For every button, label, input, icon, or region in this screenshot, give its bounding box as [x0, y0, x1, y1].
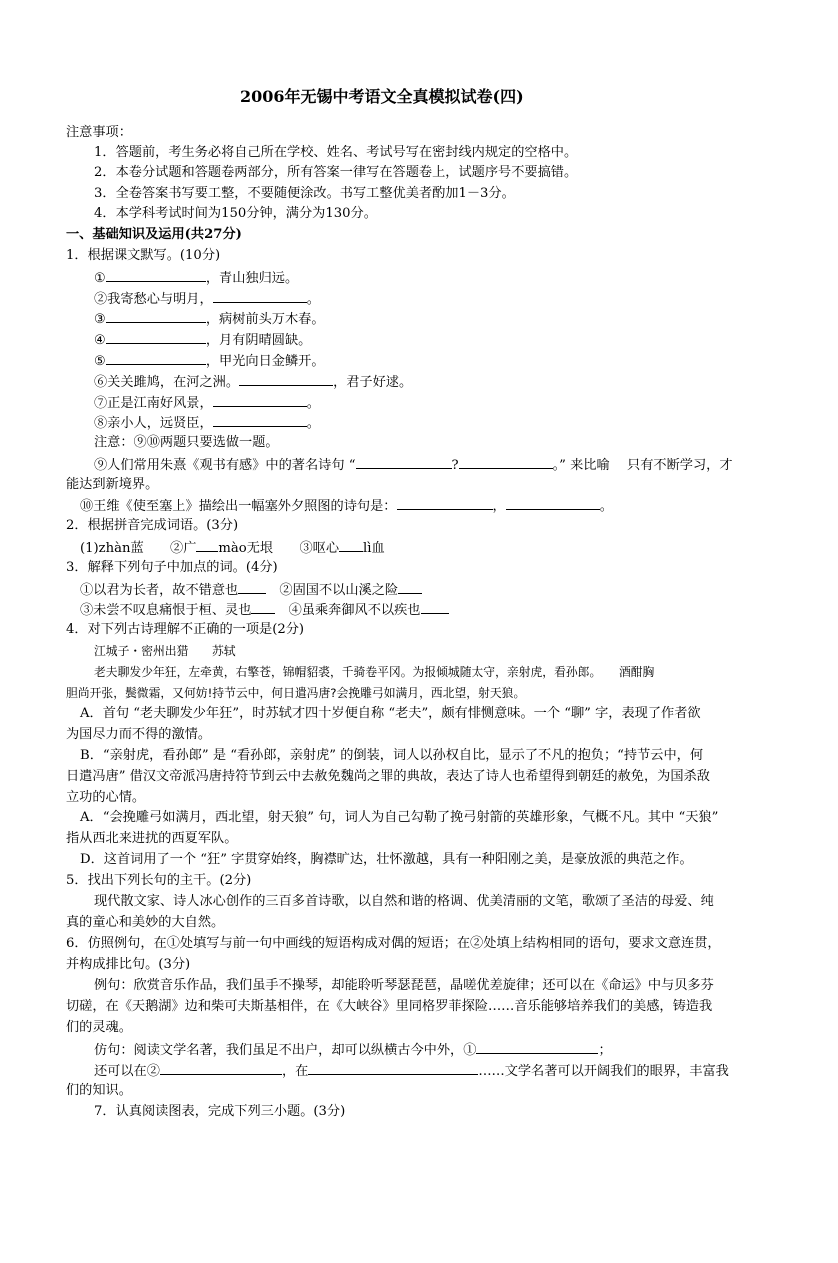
q1-line-3-prefix: ③ [94, 312, 106, 327]
answer-blank [213, 393, 307, 407]
q1-line-9-cont: 能达到新境界。 [66, 477, 159, 492]
q5-text-line-2: 真的童心和美妙的大自然。 [66, 915, 225, 930]
q3-item-2: ②固国不以山溪之险 [266, 583, 399, 598]
q4-option-b-line-1: B．“亲射虎，看孙郎” 是 “看孙郎，亲射虎” 的倒装，词人以孙权自比，显示了不凡的抱负；“持节云中，何 [80, 748, 704, 763]
q4-option-b-line-3: 立功的心情。 [66, 790, 146, 805]
q1-line-1-suffix: ，青山独归远。 [205, 271, 299, 286]
q4-option-d: D．这首词用了一个 “狂” 字贯穿始终，胸襟旷达，壮怀激越，具有一种阳刚之美，是豪放派的典范之作。 [80, 852, 693, 867]
q3-item-1: ①以君为长者，故不错意也 [80, 583, 239, 598]
q1-line-6-prefix: ⑥关关雎鸠，在河之洲。 [94, 375, 240, 390]
q4-option-c-line-2: 指从西北来进扰的西夏军队。 [66, 831, 238, 846]
q1-line-10 [80, 496, 613, 516]
answer-blank [339, 538, 363, 552]
answer-blank [308, 1061, 478, 1075]
q2-items [80, 538, 385, 558]
answer-blank [398, 580, 422, 594]
q4-option-c-line-1: A．“会挽雕弓如满月，西北望，射天狼” 句，词人为自己勾勒了挽弓射箭的英雄形象，气概不凡。其中 “天狼” [80, 810, 719, 825]
q1-line-2-suffix: 。 [306, 292, 320, 307]
q3-item-4: ④虽乘奔御风不以疾也 [275, 603, 421, 618]
q4-stem: 4．对下列古诗理解不正确的一项是(2分) [66, 622, 305, 637]
q1-line-6 [94, 372, 412, 392]
q4-option-a-line-1: A．首句 “老夫聊发少年狂”，时苏轼才四十岁便自称 “老夫”，颇有悱恻意味。一个 “聊” 字，表现了作者欲 [80, 706, 701, 721]
q6-imitation-suffix: ； [598, 1043, 612, 1058]
q1-line-9-mid: ? [451, 458, 459, 473]
notice-item-1: 1．答题前，考生务必将自己所在学校、姓名、考试号写在密封线内规定的空格中。 [94, 145, 578, 160]
answer-blank [106, 309, 206, 323]
q1-line-4 [94, 330, 311, 350]
answer-blank [196, 538, 218, 552]
q4-option-a-line-2: 为国尽力而不得的激情。 [66, 727, 212, 742]
q6-imitation-line-1 [94, 1040, 612, 1060]
q6-example-line-2: 切磋，在《天鹅湖》边和柴可夫斯基相伴，在《大峡谷》里同格罗菲探险……音乐能够培养我们的美感，铸造我 [66, 999, 713, 1014]
q1-line-10-prefix: ⑩王维《使至塞上》描绘出一幅塞外夕照图的诗句是： [80, 499, 397, 514]
q1-line-6-suffix: ，君子好逑。 [333, 375, 413, 390]
q6-imitation-prefix: 仿句：阅读文学名著，我们虽足不出户，却可以纵横古今中外，① [94, 1043, 477, 1058]
page-title: 2006年无锡中考语文全真模拟试卷(四) [240, 87, 524, 106]
answer-blank [397, 496, 493, 510]
answer-blank [213, 289, 307, 303]
q1-line-8-prefix: ⑧亲小人，远贤臣， [94, 416, 213, 431]
q5-text-line-1: 现代散文家、诗人冰心创作的三百多首诗歌，以自然和谐的格调、优美清丽的文笔，歌颂了圣洁的母爱、纯 [94, 894, 714, 909]
q1-line-4-prefix: ④ [94, 333, 106, 348]
q1-line-10-suffix: 。 [599, 499, 613, 514]
section-heading: 一、基础知识及运用(共27分) [66, 227, 242, 242]
q4-option-b-line-2: 日遣冯唐” 借汉文帝派冯唐持符节到云中去赦免魏尚之罪的典故，表达了诗人也希望得到朝廷的赦免，为国杀敌 [66, 769, 710, 784]
q7-stem: 7．认真阅读图表，完成下列三小题。(3分) [94, 1104, 346, 1119]
q6-imitation-line-3: 们的知识。 [66, 1083, 132, 1098]
q1-line-2 [94, 289, 320, 309]
q6-imitation-2-suffix: ……文学名著可以开阔我们的眼界，丰富我 [478, 1064, 729, 1079]
poem-line-1: 老夫聊发少年狂，左牵黄，右擎苍，锦帽貂裘，千骑卷平冈。为报倾城随太守，亲射虎，看孙郎。 酒酣胸 [94, 665, 655, 679]
q6-stem-line-2: 并构成排比句。(3分) [66, 957, 191, 972]
q2-stem: 2．根据拼音完成词语。(3分) [66, 518, 239, 533]
q3-row-2 [80, 600, 449, 620]
q6-imitation-2-mid: ，在 [281, 1064, 309, 1079]
answer-blank [506, 496, 600, 510]
q3-row-1 [80, 580, 422, 600]
answer-blank [459, 455, 553, 469]
q3-stem: 3．解释下列句子中加点的词。(4分) [66, 560, 278, 575]
poem-title: 江城子・密州出猎 苏轼 [94, 644, 236, 658]
q1-line-1-prefix: ① [94, 271, 106, 286]
q6-example-line-3: 们的灵魂。 [66, 1020, 132, 1035]
q1-line-9 [94, 455, 733, 475]
answer-blank [160, 1061, 282, 1075]
answer-blank [251, 600, 275, 614]
q6-imitation-2-prefix: 还可以在② [94, 1064, 160, 1079]
answer-blank [106, 351, 206, 365]
q1-stem: 1．根据课文默写。(10分) [66, 248, 221, 263]
q1-line-9-prefix: ⑨人们常用朱熹《观书有感》中的著名诗句 “ [94, 458, 356, 473]
poem-line-2: 胆尚开张，鬓微霜，又何妨!持节云中，何日遣冯唐?会挽雕弓如满月，西北望，射天狼。 [66, 686, 526, 700]
answer-blank [213, 413, 307, 427]
q1-line-5-suffix: ，甲光向日金鳞开。 [205, 354, 325, 369]
q1-line-7 [94, 393, 320, 413]
q3-item-3: ③未尝不叹息痛恨于桓、灵也 [80, 603, 252, 618]
q1-line-2-prefix: ②我寄愁心与明月， [94, 292, 213, 307]
q1-line-7-suffix: 。 [306, 396, 320, 411]
notice-item-4: 4．本学科考试时间为150分钟，满分为130分。 [94, 206, 377, 221]
q1-line-3-suffix: ，病树前头万木春。 [205, 312, 325, 327]
answer-blank [238, 580, 266, 594]
notice-item-3: 3．全卷答案书写要工整，不要随便涂改。书写工整优美者酌加1－3分。 [94, 186, 515, 201]
q2-part-3: lì血 [363, 541, 385, 556]
answer-blank [106, 268, 206, 282]
q6-stem-line-1: 6．仿照例句，在①处填写与前一句中画线的短语构成对偶的短语；在②处填上结构相同的语句，要求文意连贯， [66, 936, 721, 951]
q2-part-2: mào无垠 ③呕心 [218, 541, 340, 556]
q1-line-8-suffix: 。 [306, 416, 320, 431]
q1-line-3 [94, 309, 325, 329]
answer-blank [106, 330, 206, 344]
notice-item-2: 2．本卷分试题和答题卷两部分，所有答案一律写在答题卷上，试题序号不要搞错。 [94, 165, 578, 180]
notice-heading: 注意事项： [66, 125, 132, 140]
q5-stem: 5．找出下列长句的主干。(2分) [66, 873, 252, 888]
q1-line-5 [94, 351, 325, 371]
answer-blank [476, 1040, 598, 1054]
q1-line-8 [94, 413, 320, 433]
answer-blank [356, 455, 452, 469]
q1-line-10-mid: ， [492, 499, 506, 514]
q2-part-1: (1)zhàn蓝 ②广 [80, 541, 197, 556]
q1-line-1 [94, 268, 298, 288]
q1-line-4-suffix: ，月有阴晴圆缺。 [205, 333, 312, 348]
answer-blank [239, 372, 333, 386]
q6-example-line-1: 例句：欣赏音乐作品，我们虽手不操琴，却能聆听琴瑟琵琶，晶嗟优差旋律；还可以在《命运》中与贝多芬 [94, 978, 714, 993]
q1-line-9-suffix: 。” 来比喻 只有不断学习，才 [552, 458, 733, 473]
q1-note: 注意：⑨⑩两题只要选做一题。 [94, 435, 279, 450]
q1-line-5-prefix: ⑤ [94, 354, 106, 369]
q1-line-7-prefix: ⑦正是江南好风景， [94, 396, 213, 411]
answer-blank [421, 600, 449, 614]
q6-imitation-line-2 [94, 1061, 729, 1081]
